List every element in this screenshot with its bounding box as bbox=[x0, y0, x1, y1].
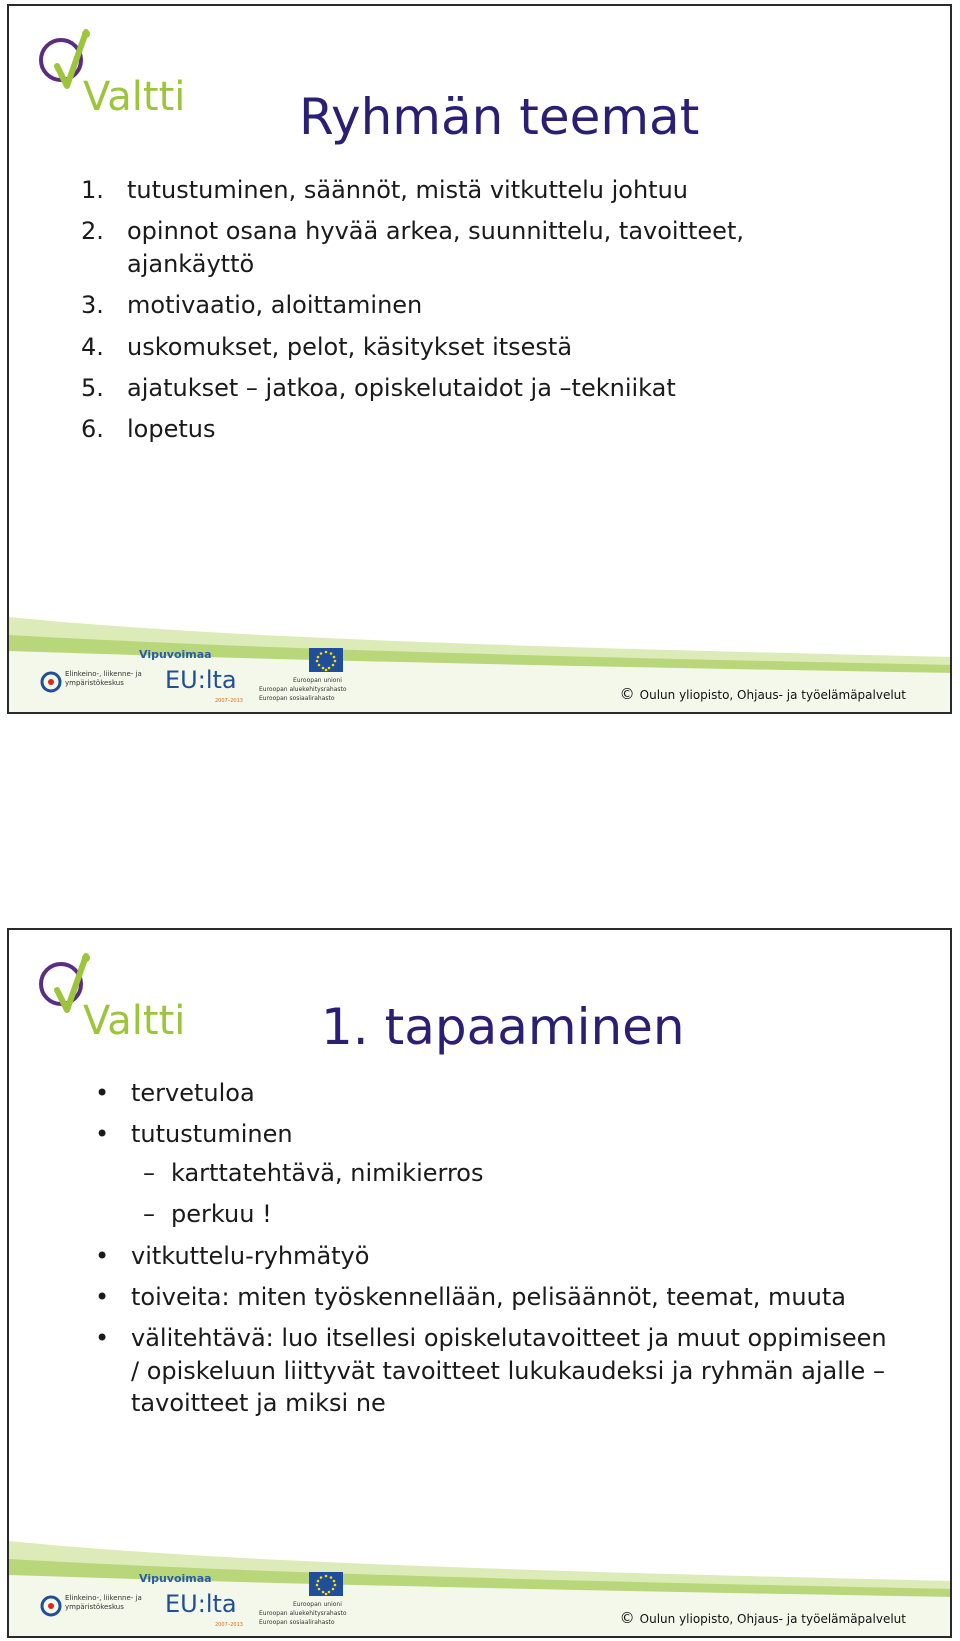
ely-text-2: ympäristökeskus bbox=[65, 679, 124, 687]
bullet-list-container bbox=[91, 1077, 891, 1429]
ely-text-1: Elinkeino-, liikenne- ja bbox=[65, 670, 142, 678]
list-item: • tervetuloa bbox=[95, 1079, 255, 1107]
esr-text-1: Euroopan unioni bbox=[293, 1601, 342, 1608]
logo-text: Valtti bbox=[83, 998, 186, 1044]
slide-footer bbox=[9, 617, 950, 712]
list-number: 2. bbox=[81, 217, 104, 246]
copyright-notice bbox=[620, 685, 906, 703]
list-number: 1. bbox=[81, 176, 104, 204]
list-item bbox=[81, 413, 761, 445]
years-text: 2007–2013 bbox=[215, 1622, 243, 1628]
sub-list-text: karttatehtävä, nimikierros bbox=[171, 1158, 484, 1187]
eu-logos-icon bbox=[37, 1566, 377, 1630]
vipuvoimaa-text: Vipuvoimaa bbox=[139, 1572, 212, 1585]
list-text: vitkuttelu-ryhmätyö bbox=[131, 1241, 370, 1270]
vipuvoimaa-text: Vipuvoimaa bbox=[139, 648, 212, 661]
list-text: uskomukset, pelot, käsitykset itsestä bbox=[127, 332, 573, 361]
list-text: toiveita: miten työskennellään, pelisäännöt, teemat, muuta bbox=[131, 1282, 846, 1311]
list-item bbox=[81, 331, 761, 363]
valtti-logo bbox=[31, 948, 221, 1048]
esr-text-1: Euroopan unioni bbox=[293, 677, 342, 684]
esr-text-2: Euroopan aluekehitysrahasto bbox=[259, 686, 347, 693]
eu-lta-text: EU:lta bbox=[165, 1590, 237, 1618]
list-item: • tutustuminen – karttatehtävä, nimikierros – perkuu ! bbox=[91, 1118, 891, 1230]
list-item: • toiveita: miten työskennellään, pelisäännöt, teemat, muuta bbox=[95, 1282, 846, 1311]
years-text: 2007–2013 bbox=[215, 698, 243, 704]
copyright-notice bbox=[620, 1609, 906, 1627]
list-number: 3. bbox=[81, 291, 104, 320]
list-text: opinnot osana hyvää arkea, suunnittelu, tavoitteet, ajankäyttö bbox=[127, 217, 744, 278]
esr-text-3: Euroopan sosiaalirahasto bbox=[259, 695, 335, 702]
valtti-logo-icon bbox=[31, 948, 221, 1048]
sub-list-item: – karttatehtävä, nimikierros bbox=[143, 1158, 484, 1187]
list-number: 5. bbox=[81, 373, 104, 402]
slide-title: Ryhmän teemat bbox=[299, 88, 700, 146]
ely-text-1: Elinkeino-, liikenne- ja bbox=[65, 1594, 142, 1602]
ely-text-2: ympäristökeskus bbox=[65, 1603, 124, 1611]
list-number: 6. bbox=[81, 415, 104, 444]
list-item bbox=[81, 215, 761, 280]
eu-funding-logos bbox=[37, 1566, 377, 1630]
topic-list-container bbox=[81, 174, 761, 455]
copyright-text: Oulun yliopisto, Ohjaus- ja työelämäpalvelut bbox=[639, 688, 906, 702]
list-text: tutustuminen bbox=[131, 1120, 293, 1149]
list-text: tutustuminen, säännöt, mistä vitkuttelu johtuu bbox=[127, 176, 688, 204]
sub-list-text: perkuu ! bbox=[171, 1200, 272, 1229]
slide-title: 1. tapaaminen bbox=[321, 998, 685, 1056]
esr-text-2: Euroopan aluekehitysrahasto bbox=[259, 1610, 347, 1617]
list-number: 4. bbox=[81, 332, 104, 361]
eu-logos-icon bbox=[37, 642, 377, 706]
logo-text: Valtti bbox=[83, 74, 186, 120]
bullet-list bbox=[91, 1077, 891, 1420]
list-item bbox=[81, 372, 761, 404]
list-text: ajatukset – jatkoa, opiskelutaidot ja –tekniikat bbox=[127, 373, 676, 402]
list-text: välitehtävä: luo itsellesi opiskelutavoitteet ja muut oppimiseen / opiskeluun liittyvät tavoitteet lukukaudeksi ja ryhmän ajalle – tavoitteet ja miksi ne bbox=[131, 1324, 887, 1418]
slide-footer bbox=[9, 1541, 950, 1636]
list-item bbox=[81, 174, 761, 206]
copyright-icon: © bbox=[619, 685, 635, 703]
valtti-logo bbox=[31, 24, 221, 124]
list-text: motivaatio, aloittaminen bbox=[127, 291, 423, 320]
slide-2 bbox=[7, 928, 952, 1638]
list-item bbox=[81, 289, 761, 321]
list-item: • vitkuttelu-ryhmätyö bbox=[95, 1241, 370, 1270]
list-text: tervetuloa bbox=[131, 1079, 255, 1107]
topic-list bbox=[81, 174, 761, 446]
list-text: lopetus bbox=[127, 415, 216, 444]
copyright-icon: © bbox=[619, 1609, 635, 1627]
eu-funding-logos bbox=[37, 642, 377, 706]
sub-list bbox=[131, 1157, 891, 1231]
slide-1 bbox=[7, 4, 952, 714]
list-item: • välitehtävä: luo itsellesi opiskelutavoitteet ja muut oppimiseen / opiskeluun liittyvät tavoitteet lukukaudeksi ja ryhmän ajalle – tavoitteet ja miksi ne bbox=[95, 1324, 887, 1418]
sub-list-item: – perkuu ! bbox=[143, 1200, 272, 1229]
valtti-logo-icon bbox=[31, 24, 221, 124]
eu-lta-text: EU:lta bbox=[165, 666, 237, 694]
copyright-text: Oulun yliopisto, Ohjaus- ja työelämäpalvelut bbox=[639, 1612, 906, 1626]
esr-text-3: Euroopan sosiaalirahasto bbox=[259, 1619, 335, 1626]
